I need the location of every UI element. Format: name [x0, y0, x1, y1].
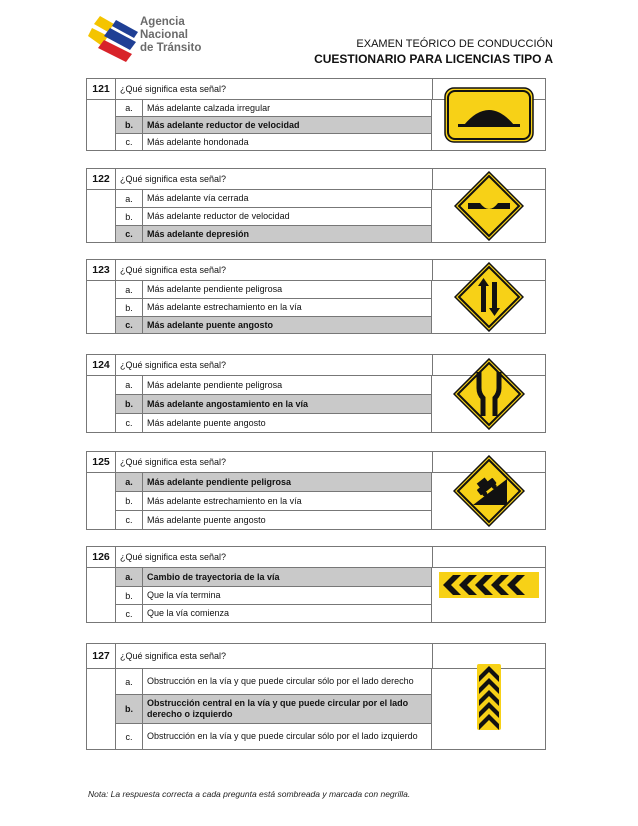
option-c[interactable] [115, 226, 432, 243]
option-b[interactable] [115, 695, 432, 724]
option-text: Más adelante puente angosto [147, 514, 266, 525]
option-letter: a. [116, 100, 143, 116]
option-text: Más adelante angostamiento en la vía [147, 398, 309, 409]
option-text: Más adelante hondonada [147, 136, 249, 147]
option-letter: b. [116, 208, 143, 225]
questionnaire-title: CUESTIONARIO PARA LICENCIAS TIPO A [314, 52, 553, 66]
option-text: Obstrucción en la vía y que puede circular sólo por el lado derecho [147, 676, 414, 686]
option-text: Más adelante calzada irregular [147, 102, 271, 113]
question-prompt: ¿Qué significa esta señal? [116, 547, 433, 567]
question-number: 123 [87, 260, 116, 280]
agency-emblem-icon [88, 14, 138, 64]
question-prompt: ¿Qué significa esta señal? [116, 355, 433, 375]
question-number: 121 [87, 79, 116, 99]
option-letter: b. [116, 395, 143, 413]
chevron-horizontal-sign-icon [432, 547, 545, 622]
question-number: 126 [87, 547, 116, 567]
option-text: Más adelante estrechamiento en la vía [147, 302, 302, 312]
steep-grade-sign-icon [432, 452, 545, 529]
question-122 [86, 168, 546, 243]
option-a[interactable] [115, 281, 432, 299]
option-b[interactable] [115, 208, 432, 226]
dip-sign-icon [432, 169, 545, 242]
option-text: Más adelante estrechamiento en la vía [147, 495, 302, 506]
exam-heading: EXAMEN TEÓRICO DE CONDUCCIÓN [356, 38, 553, 50]
option-c[interactable] [115, 317, 432, 334]
option-letter: b. [116, 299, 143, 316]
option-a[interactable] [115, 568, 432, 587]
option-letter: b. [116, 492, 143, 510]
option-letter: a. [116, 473, 143, 491]
question-number: 127 [87, 644, 116, 668]
option-text: Más adelante reductor de velocidad [147, 119, 300, 130]
question-125 [86, 451, 546, 530]
narrow-bridge-sign-icon [432, 260, 545, 333]
option-b[interactable] [115, 587, 432, 605]
option-c[interactable] [115, 511, 432, 530]
option-text: Cambio de trayectoria de la vía [147, 571, 280, 582]
option-letter: c. [116, 605, 143, 622]
question-prompt: ¿Qué significa esta señal? [116, 79, 433, 99]
option-letter: a. [116, 568, 143, 586]
option-a[interactable] [115, 190, 432, 208]
option-c[interactable] [115, 134, 432, 151]
chevron-vertical-sign-icon [432, 644, 545, 749]
question-number: 122 [87, 169, 116, 189]
speed-bump-sign-icon [432, 79, 545, 150]
agency-name [140, 16, 201, 55]
question-prompt: ¿Qué significa esta señal? [116, 260, 433, 280]
option-text: Obstrucción central en la vía y que puede circular por el lado derecho o izquierdo [147, 698, 409, 719]
option-c[interactable] [115, 414, 432, 433]
option-letter: c. [116, 226, 143, 242]
option-letter: c. [116, 511, 143, 529]
option-text: Más adelante pendiente peligrosa [147, 476, 292, 487]
agency-name-line1: Agencia [140, 16, 185, 28]
option-letter: a. [116, 190, 143, 207]
option-a[interactable] [115, 376, 432, 395]
question-123 [86, 259, 546, 334]
agency-name-line3: de Tránsito [140, 42, 202, 54]
option-letter: c. [116, 317, 143, 333]
question-number: 125 [87, 452, 116, 472]
option-a[interactable] [115, 100, 432, 117]
question-prompt: ¿Qué significa esta señal? [116, 452, 433, 472]
option-letter: c. [116, 414, 143, 432]
option-letter: c. [116, 134, 143, 150]
option-a[interactable] [115, 473, 432, 492]
option-text: Más adelante pendiente peligrosa [147, 379, 283, 390]
question-121 [86, 78, 546, 151]
option-text: Más adelante depresión [147, 228, 250, 239]
question-prompt: ¿Qué significa esta señal? [116, 169, 433, 189]
option-text: Que la vía comienza [147, 608, 230, 618]
option-text: Más adelante reductor de velocidad [147, 211, 290, 221]
option-text: Más adelante vía cerrada [147, 193, 249, 203]
option-letter: a. [116, 376, 143, 394]
option-a[interactable] [115, 669, 432, 695]
question-127 [86, 643, 546, 750]
option-text: Que la vía termina [147, 590, 221, 600]
option-letter: b. [116, 117, 143, 133]
option-c[interactable] [115, 724, 432, 750]
question-126 [86, 546, 546, 623]
option-text: Más adelante puente angosto [147, 319, 274, 330]
option-letter: b. [116, 587, 143, 604]
option-letter: c. [116, 724, 143, 749]
agency-name-line2: Nacional [140, 29, 188, 41]
option-letter: a. [116, 669, 143, 694]
road-narrows-sign-icon [432, 355, 545, 432]
option-b[interactable] [115, 492, 432, 511]
agency-logo [88, 14, 228, 64]
option-b[interactable] [115, 299, 432, 317]
option-letter: a. [116, 281, 143, 298]
question-124 [86, 354, 546, 433]
option-text: Más adelante pendiente peligrosa [147, 284, 283, 294]
option-text: Más adelante puente angosto [147, 417, 266, 428]
question-number: 124 [87, 355, 116, 375]
footnote: Nota: La respuesta correcta a cada pregunta está sombreada y marcada con negrilla. [88, 789, 411, 799]
option-b[interactable] [115, 117, 432, 134]
option-letter: b. [116, 695, 143, 723]
option-b[interactable] [115, 395, 432, 414]
question-prompt: ¿Qué significa esta señal? [116, 644, 433, 668]
option-text: Obstrucción en la vía y que puede circular sólo por el lado izquierdo [147, 731, 418, 741]
option-c[interactable] [115, 605, 432, 623]
